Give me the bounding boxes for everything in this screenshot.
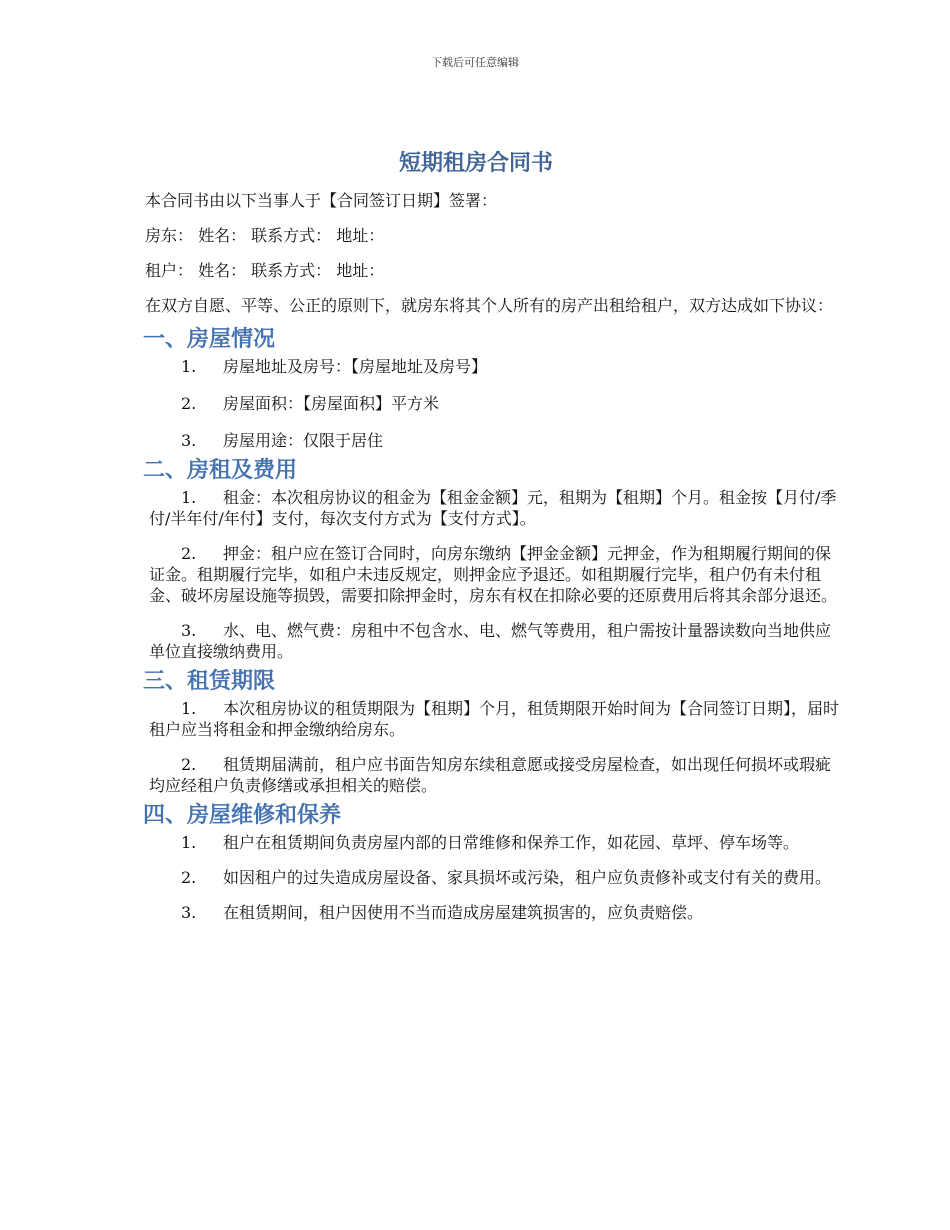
document-title: 短期租房合同书	[398, 151, 553, 176]
landlord-line: 房东： 姓名： 联系方式： 地址：	[145, 226, 385, 245]
preamble-paragraph: 在双方自愿、平等、公正的原则下，就房东将其个人所有的房产出租给租户，双方达成如下协议：	[145, 296, 834, 315]
item-number: 1.	[181, 833, 197, 852]
section-lease-term	[113, 668, 839, 796]
list-item	[149, 754, 839, 796]
item-number: 2.	[181, 394, 197, 413]
item-text: 本次租房协议的租赁期限为【租期】个月，租赁期限开始时间为【合同签订日期】，届时租户应当将租金和押金缴纳给房东。	[149, 699, 840, 739]
section-house-info	[113, 326, 839, 451]
intro-paragraph: 本合同书由以下当事人于【合同签订日期】签署：	[145, 191, 498, 210]
list-item	[149, 902, 839, 923]
section-heading: 二、房租及费用	[143, 458, 298, 483]
item-text: 租户在租赁期间负责房屋内部的日常维修和保养工作，如花园、草坪、停车场等。	[223, 833, 800, 852]
section-heading: 四、房屋维修和保养	[143, 803, 342, 828]
list-item	[149, 356, 839, 377]
item-number: 3.	[181, 903, 197, 922]
item-number: 3.	[181, 621, 197, 640]
item-text: 在租赁期间，租户因使用不当而造成房屋建筑损害的，应负责赔偿。	[223, 903, 704, 922]
section-rent-fees	[113, 457, 839, 662]
list-item	[149, 487, 839, 529]
list-item	[149, 832, 839, 853]
item-text: 押金：租户应在签订合同时，向房东缴纳【押金金额】元押金，作为租期履行期间的保证金。租期履行完毕，如租户未违反规定，则押金应予退还。如租期履行完毕，租户仍有未付租金、破坏房屋设施等损毁，需要扣除押金时，房东有权在扣除必要的还原费用后将其余部分退还。	[149, 544, 838, 605]
item-number: 2.	[181, 755, 197, 774]
item-number: 1.	[181, 488, 197, 507]
list-item	[149, 393, 839, 414]
section-maintenance	[113, 802, 839, 923]
section-heading: 一、房屋情况	[143, 327, 276, 352]
item-text: 房屋用途：仅限于居住	[223, 431, 384, 450]
item-number: 1.	[181, 357, 197, 376]
tenant-line: 租户： 姓名： 联系方式： 地址：	[145, 261, 385, 280]
list-item	[149, 620, 839, 662]
item-text: 如因租户的过失造成房屋设备、家具损坏或污染，租户应负责修补或支付有关的费用。	[223, 868, 832, 887]
item-text: 水、电、燃气费：房租中不包含水、电、燃气等费用，租户需按计量器读数向当地供应单位直接缴纳费用。	[149, 621, 832, 661]
item-number: 1.	[181, 699, 197, 718]
list-item	[149, 867, 839, 888]
item-text: 房屋面积：【房屋面积】平方米	[223, 394, 440, 413]
page-header-note: 下载后可任意编辑	[431, 56, 519, 69]
list-item	[149, 543, 839, 606]
section-heading: 三、租赁期限	[143, 669, 276, 694]
item-text: 租金：本次租房协议的租金为【租金金额】元，租期为【租期】个月。租金按【月付/季付/半年付/年付】支付，每次支付方式为【支付方式】。	[149, 488, 837, 528]
item-text: 租赁期届满前，租户应书面告知房东续租意愿或接受房屋检查，如出现任何损坏或瑕疵均应经租户负责修缮或承担相关的赔偿。	[149, 755, 832, 795]
document-body	[113, 148, 839, 937]
item-text: 房屋地址及房号：【房屋地址及房号】	[223, 357, 488, 376]
list-item	[149, 698, 839, 740]
item-number: 2.	[181, 544, 197, 563]
list-item	[149, 430, 839, 451]
item-number: 3.	[181, 431, 197, 450]
item-number: 2.	[181, 868, 197, 887]
